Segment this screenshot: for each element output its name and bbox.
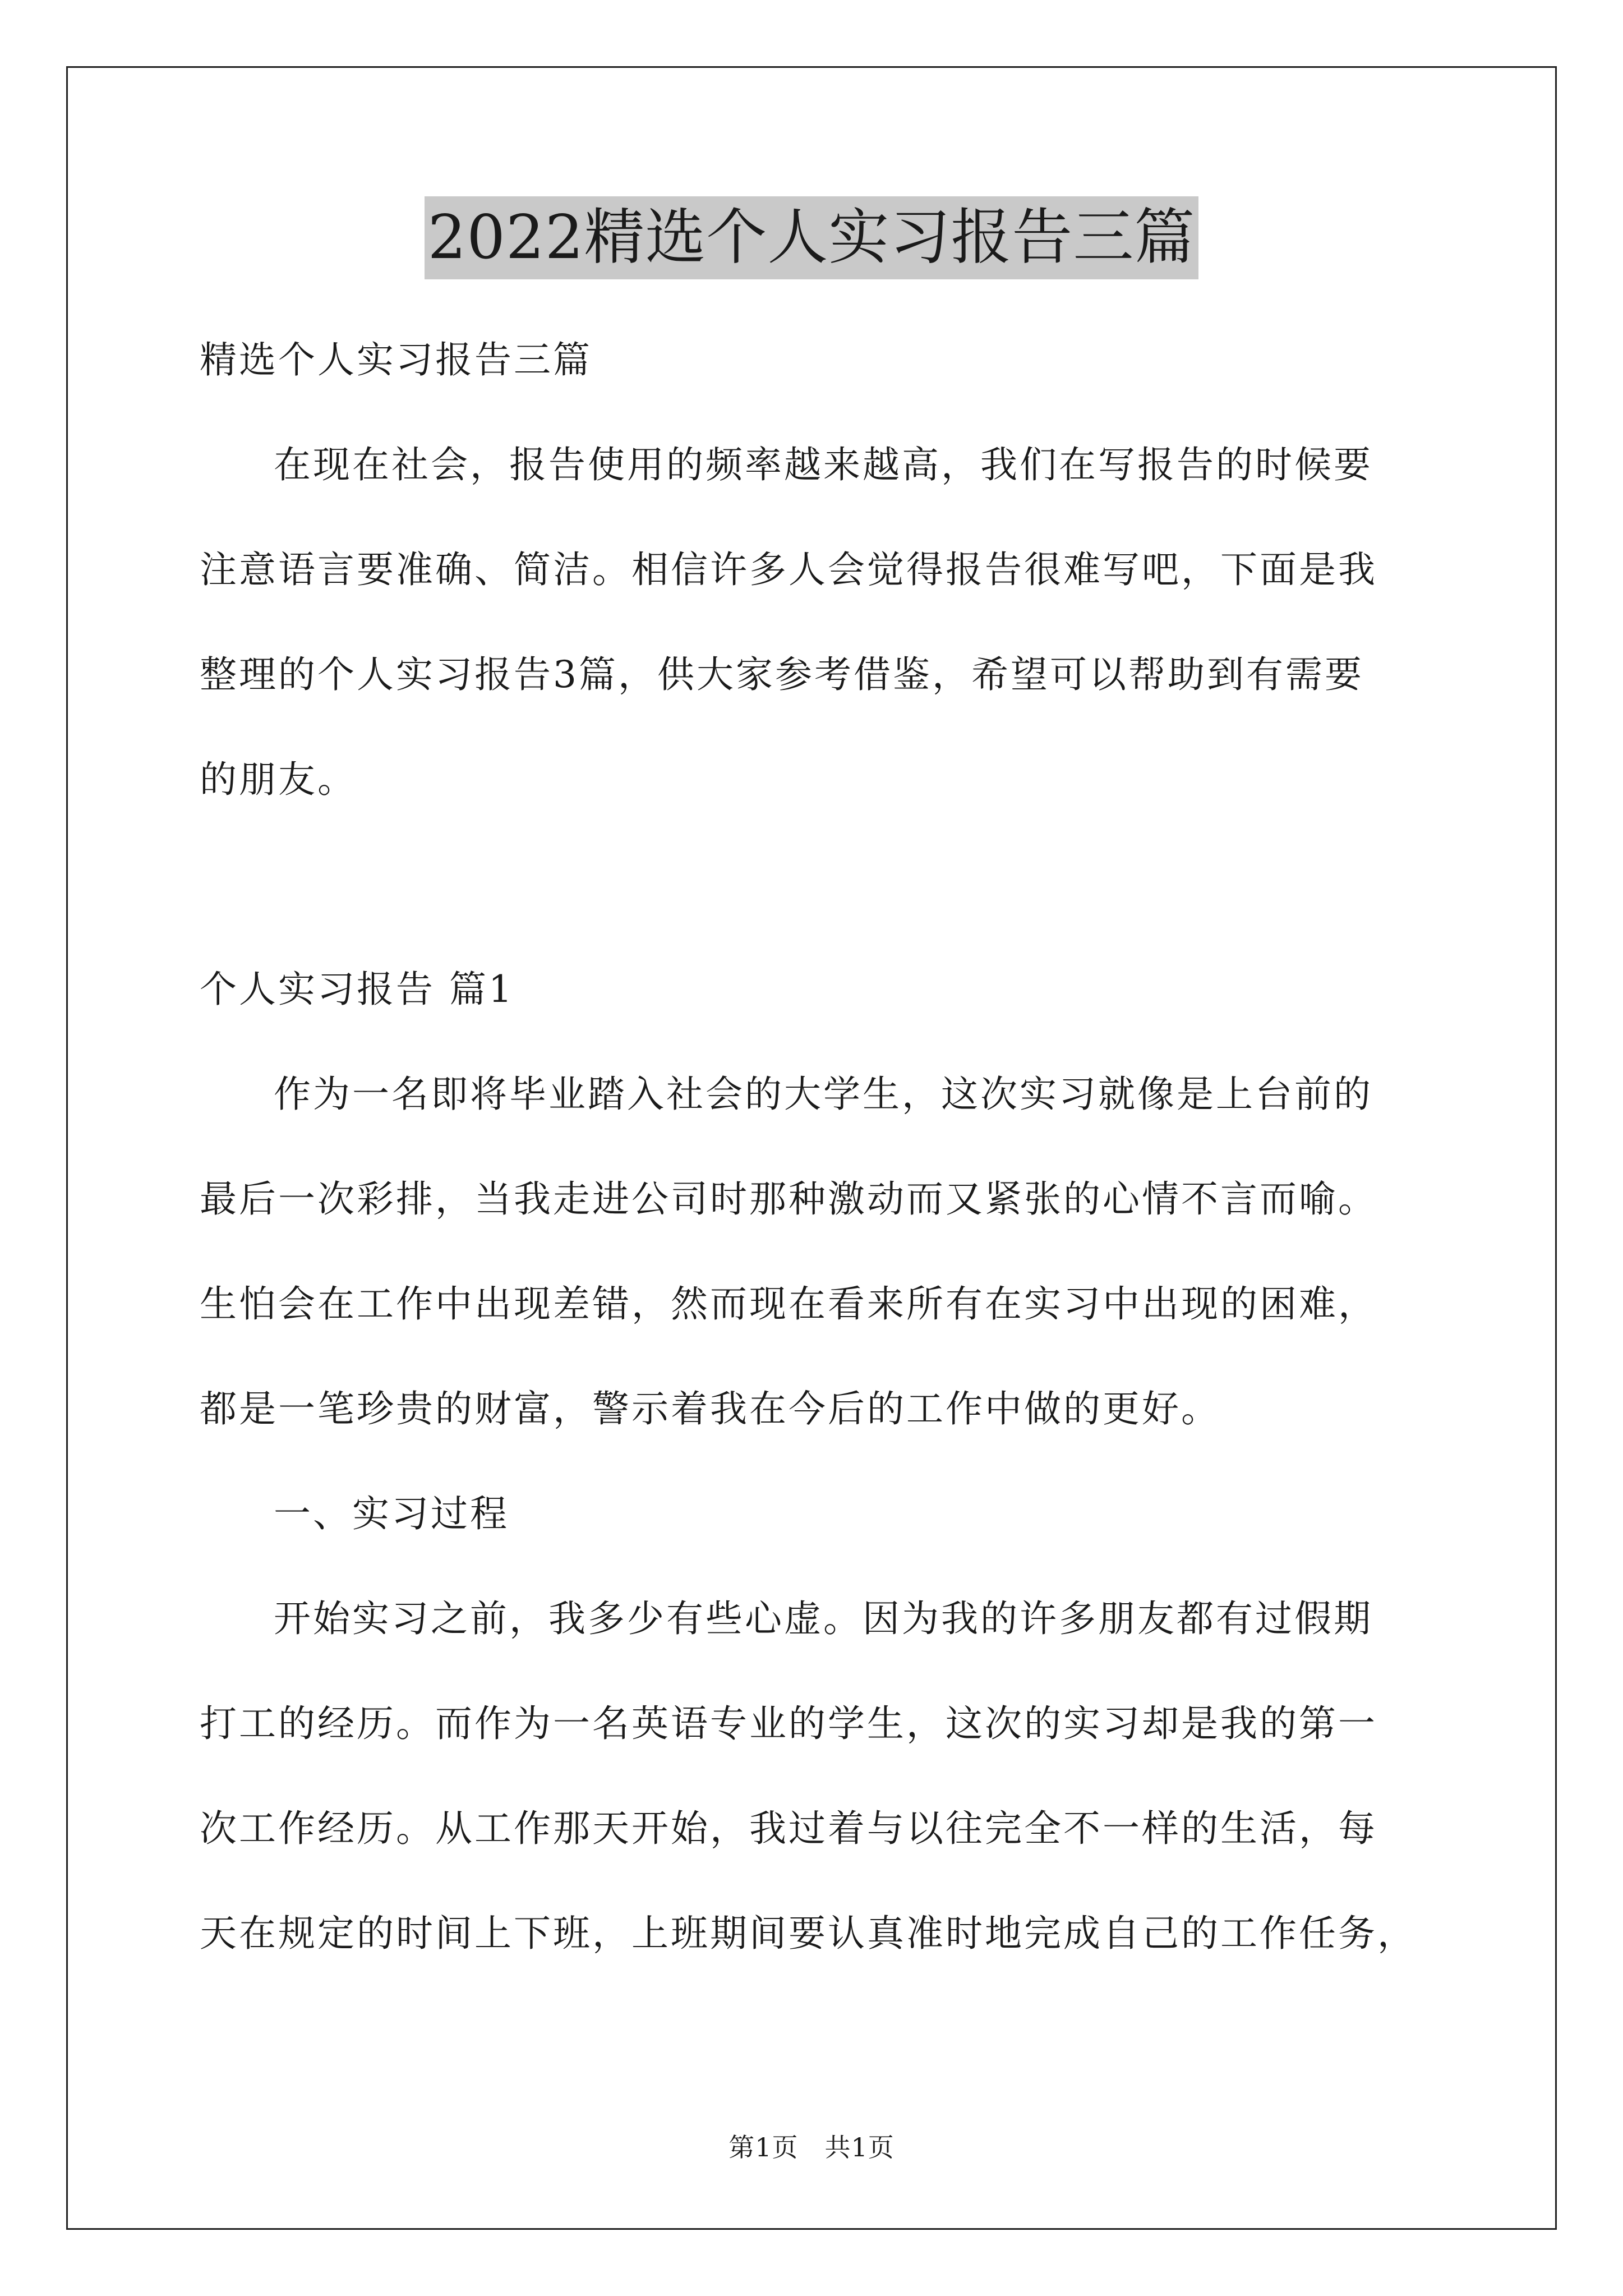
document-title: 2022精选个人实习报告三篇 (425, 196, 1199, 279)
paragraph-gap (200, 832, 1453, 937)
intro-line-3: 整理的个人实习报告3篇，供大家参考借鉴，希望可以帮助到有需要 (200, 653, 1364, 696)
section-1-heading: 个人实习报告 篇1 (200, 968, 514, 1011)
intro-line-4: 的朋友。 (200, 758, 357, 801)
title-wrap (0, 196, 1623, 279)
p2-line-1: 开始实习之前，我多少有些心虚。因为我的许多朋友都有过假期 (274, 1597, 1373, 1640)
intro-line-1: 在现在社会，报告使用的频率越来越高，我们在写报告的时候要 (274, 443, 1373, 486)
intro-line-2: 注意语言要准确、简洁。相信许多人会觉得报告很难写吧，下面是我 (200, 548, 1377, 591)
document-subtitle: 精选个人实习报告三篇 (200, 338, 592, 381)
p1-line-3: 生怕会在工作中出现差错，然而现在看来所有在实习中出现的困难， (200, 1282, 1377, 1326)
page-footer: 第1页 共1页 (728, 2132, 895, 2162)
subheading-1: 一、实习过程 (274, 1492, 509, 1535)
p2-line-3: 次工作经历。从工作那天开始，我过着与以往完全不一样的生活，每 (200, 1807, 1377, 1850)
p1-line-2: 最后一次彩排，当我走进公司时那种激动而又紧张的心情不言而喻。 (200, 1177, 1377, 1221)
document-body (200, 307, 1453, 1986)
p2-line-4: 天在规定的时间上下班，上班期间要认真准时地完成自己的工作任务， (200, 1912, 1417, 1955)
p1-line-1: 作为一名即将毕业踏入社会的大学生，这次实习就像是上台前的 (274, 1073, 1373, 1116)
p1-line-4: 都是一笔珍贵的财富，警示着我在今后的工作中做的更好。 (200, 1387, 1220, 1430)
p2-line-2: 打工的经历。而作为一名英语专业的学生，这次的实习却是我的第一 (200, 1702, 1377, 1745)
